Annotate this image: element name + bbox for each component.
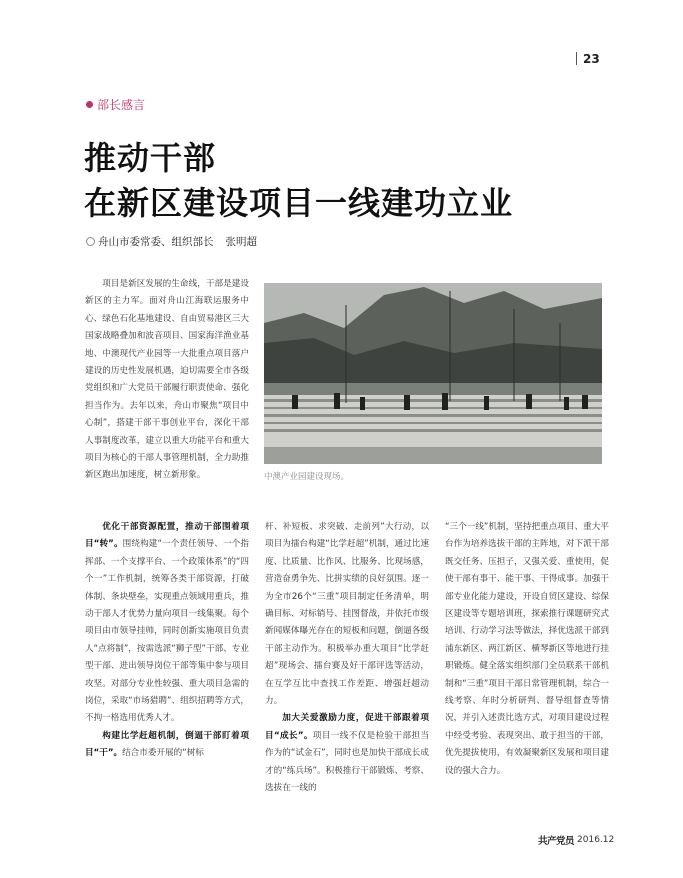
issue-date: 2016.12: [577, 835, 615, 845]
circle-mark-icon: [86, 237, 95, 246]
page-number: 23: [576, 52, 600, 66]
article-title-line2: 在新区建设项目一线建功立业: [84, 184, 514, 222]
intro-text: 项目是新区发展的生命线，干部是建设新区的主力军。面对舟山江海联运服务中心、绿色石化基地建设、自由贸易港区三大国家战略叠加和波音项目、国家海洋渔业基地、中澳现代产业园等一大批重点项目落户建设的历史性发展机遇，迫切需要全市各级党组织和广大党员干部履行职责使命、强化担当作为。去年以来，舟山市聚焦“项目中心制”，搭建干部干事创业平台，深化干部人事制度改革，建立以重大功能平台和重大项目为核心的干部人事管理机制，全力助推新区跑出加速度，树立新形象。: [85, 279, 249, 481]
column-1: 优化干部资源配置，推动干部围着项目“转”。围绕构建“一个责任领导、一个指挥部、一个支撑平台、一个政策体系”的“四个一”工作机制，统筹各类干部资源，打破体制、条块壁垒，实现重点领域用重兵，推动干部人才优势力量向项目一线集聚。每个项目由市领导挂帅，同时创新实施项目负责人“点将制”，按需选派“狮子型”干部、专业型干部、进出领导岗位干部等集中参与项目攻坚。对部分专业性较强、重大项目急需的岗位，采取“市场猎聘”、组织招聘等方式，不拘一格选用优秀人才。 构建比学赶超机制，倒逼干部盯着项目“干”。结合市委开展的“树标: [85, 522, 250, 759]
section-label: 部长感言: [86, 96, 145, 113]
article-title-line1: 推动干部: [84, 139, 217, 177]
photo-caption: 中澳产业园建设现场。: [264, 472, 350, 482]
author-line: [86, 234, 257, 249]
author-name: 张明超: [225, 236, 257, 248]
col2-heading: 加大关爱激励力度，促进干部跟着项目“成长”。: [265, 713, 429, 741]
footer: [538, 833, 614, 847]
author-role: 舟山市委常委、组织部长: [98, 236, 214, 248]
bullet-dot-icon: [86, 101, 93, 108]
col1-heading: 优化干部资源配置，推动干部围着项目“转”。: [85, 522, 249, 550]
col1-heading2: 构建比学赶超机制，倒逼干部盯着项目“干”。: [85, 730, 249, 759]
column-2: 杆、补短板、求突破、走前列”大行动，以项目为擂台构建“比学赶超”机制，通过比速度、比质量、比作风、比服务、比现场感，营造奋勇争先、比拼实绩的良好氛围。逐一为全市26个“三重”项目制定任务清单，明确目标、对标销号、挂图督战，并依托市级新闻媒体曝光存在的短板和问题，倒逼各级干部主动作为。积极举办重大项目“比学赶超”现场会、擂台赛及好干部评选等活动，在互学互比中查找工作差距、增强赶超动力。 加大关爱激励力度，促进干部跟着项目“成长”。项目一线不仅是检验干部担当作为的“试金石”，同时也是加快干部成长成才的“练兵场”。积极推行干部锻炼、考察、选拔在一线的: [265, 522, 429, 794]
magazine-logo: 共产党员: [538, 836, 575, 847]
construction-site-photo: [264, 283, 602, 464]
column-3: “三个一线”机制，坚持把重点项目、重大平台作为培养选拔干部的主阵地，对下派干部既交任务、压担子，又强关爱、重使用，促使干部有事干、能干事、干得成事。加强干部专业化能力建设，开设自贸区建设、综保区建设等专题培训班，探索推行课题研究式培训、行动学习法等做法，择优选派干部到浦东新区、两江新区、横琴新区等地进行挂职锻炼。健全落实组织部门全员联系干部机制和“三重”项目干部日常管理机制，综合一线考察、年时分析研判、督导组督查等情况，并引入述责比选方式，对项目建设过程中经受考验、表现突出、敢于担当的干部，优先提拔使用，有效凝聚新区发展和项目建设的强大合力。: [445, 522, 609, 776]
